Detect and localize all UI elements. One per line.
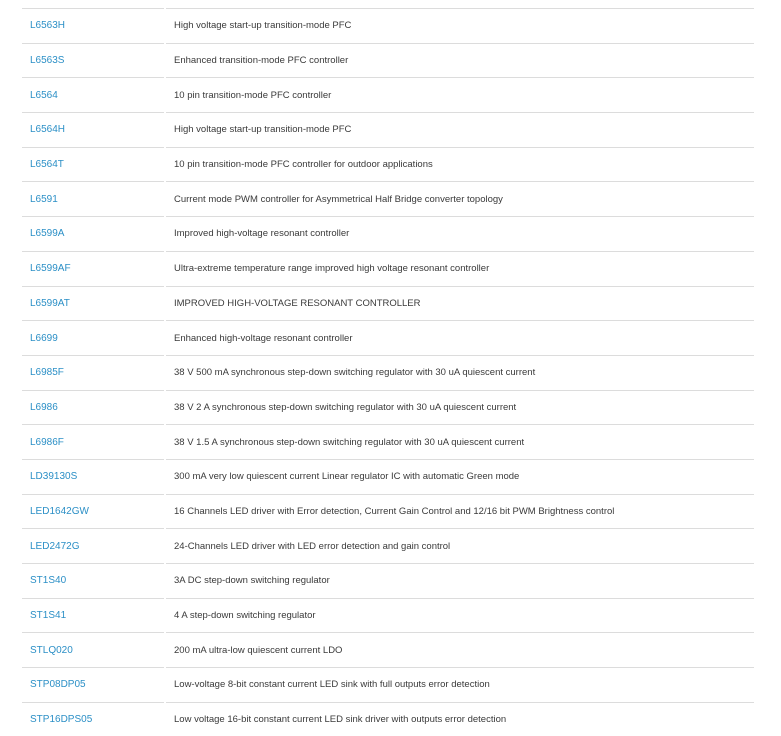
part-number-link[interactable]: STLQ020 <box>30 644 73 656</box>
description-cell <box>166 8 754 43</box>
part-number-link[interactable]: L6564T <box>30 159 64 171</box>
part-number-cell <box>22 251 164 286</box>
part-number-link[interactable]: L6986F <box>30 436 64 448</box>
table-row <box>22 112 754 147</box>
part-number-cell <box>22 598 164 633</box>
table-row <box>22 563 754 598</box>
table-row <box>22 216 754 251</box>
description-cell <box>166 216 754 251</box>
part-number-cell <box>22 147 164 182</box>
part-number-cell <box>22 286 164 321</box>
description-cell <box>166 494 754 529</box>
part-number-cell <box>22 667 164 702</box>
description-cell <box>166 390 754 425</box>
description-cell <box>166 424 754 459</box>
part-number-link[interactable]: L6563S <box>30 55 65 67</box>
table-row <box>22 43 754 78</box>
description-cell <box>166 286 754 321</box>
part-number-cell <box>22 563 164 598</box>
description-text: Improved high-voltage resonant controller <box>174 228 350 240</box>
part-number-link[interactable]: ST1S41 <box>30 610 67 622</box>
description-text: 10 pin transition-mode PFC controller for outdoor applications <box>174 159 433 171</box>
part-number-cell <box>22 77 164 112</box>
description-cell <box>166 528 754 563</box>
table-row <box>22 181 754 216</box>
part-number-cell <box>22 390 164 425</box>
description-cell <box>166 112 754 147</box>
part-number-cell <box>22 112 164 147</box>
description-cell <box>166 77 754 112</box>
part-number-link[interactable]: L6599A <box>30 228 65 240</box>
table-row <box>22 320 754 355</box>
part-number-link[interactable]: STP08DP05 <box>30 679 86 691</box>
table-row <box>22 598 754 633</box>
part-number-link[interactable]: ST1S40 <box>30 575 67 587</box>
description-text: 24-Channels LED driver with LED error detection and gain control <box>174 540 451 552</box>
description-text: Current mode PWM controller for Asymmetrical Half Bridge converter topology <box>174 193 503 205</box>
part-number-cell <box>22 459 164 494</box>
table-row <box>22 286 754 321</box>
description-cell <box>166 563 754 598</box>
description-cell <box>166 147 754 182</box>
table-row <box>22 528 754 563</box>
part-number-link[interactable]: L6699 <box>30 332 58 344</box>
description-cell <box>166 667 754 702</box>
part-number-cell <box>22 528 164 563</box>
part-number-cell <box>22 424 164 459</box>
description-cell <box>166 251 754 286</box>
part-number-cell <box>22 181 164 216</box>
description-text: 200 mA ultra-low quiescent current LDO <box>174 644 343 656</box>
table-row <box>22 8 754 43</box>
part-number-link[interactable]: L6599AF <box>30 263 71 275</box>
part-number-link[interactable]: STP16DPS05 <box>30 714 93 726</box>
part-number-cell <box>22 494 164 529</box>
description-text: 16 Channels LED driver with Error detection, Current Gain Control and 12/16 bit PWM Brightness control <box>174 505 615 517</box>
description-cell <box>166 632 754 667</box>
description-text: 10 pin transition-mode PFC controller <box>174 89 332 101</box>
description-text: 38 V 500 mA synchronous step-down switching regulator with 30 uA quiescent current <box>174 367 536 379</box>
table-row <box>22 77 754 112</box>
part-number-cell <box>22 355 164 390</box>
description-cell <box>166 702 754 736</box>
table-row <box>22 355 754 390</box>
part-number-link[interactable]: L6564H <box>30 124 66 136</box>
description-text: Ultra-extreme temperature range improved high voltage resonant controller <box>174 263 490 275</box>
description-cell <box>166 181 754 216</box>
table-row <box>22 667 754 702</box>
table-row <box>22 494 754 529</box>
part-number-link[interactable]: L6985F <box>30 367 64 379</box>
part-number-link[interactable]: LD39130S <box>30 471 78 483</box>
table-row <box>22 424 754 459</box>
table-row <box>22 632 754 667</box>
description-text: Low-voltage 8-bit constant current LED sink with full outputs error detection <box>174 679 490 691</box>
part-number-link[interactable]: L6591 <box>30 193 58 205</box>
table-row <box>22 147 754 182</box>
part-number-cell <box>22 43 164 78</box>
part-number-link[interactable]: L6563H <box>30 20 66 32</box>
description-text: High voltage start-up transition-mode PFC <box>174 20 352 32</box>
description-text: 38 V 1.5 A synchronous step-down switching regulator with 30 uA quiescent current <box>174 436 525 448</box>
description-text: High voltage start-up transition-mode PFC <box>174 124 352 136</box>
part-number-link[interactable]: L6599AT <box>30 297 70 309</box>
part-number-link[interactable]: LED2472G <box>30 540 80 552</box>
description-cell <box>166 43 754 78</box>
description-cell <box>166 355 754 390</box>
part-number-link[interactable]: L6564 <box>30 89 58 101</box>
description-text: 38 V 2 A synchronous step-down switching regulator with 30 uA quiescent current <box>174 401 517 413</box>
description-text: 4 A step-down switching regulator <box>174 610 316 622</box>
part-number-cell <box>22 320 164 355</box>
description-text: 3A DC step-down switching regulator <box>174 575 330 587</box>
part-number-link[interactable]: LED1642GW <box>30 505 89 517</box>
part-number-cell <box>22 632 164 667</box>
part-number-cell <box>22 8 164 43</box>
description-cell <box>166 320 754 355</box>
description-text: 300 mA very low quiescent current Linear regulator IC with automatic Green mode <box>174 471 520 483</box>
part-number-link[interactable]: L6986 <box>30 401 58 413</box>
product-table <box>22 8 754 736</box>
table-row <box>22 702 754 736</box>
table-row <box>22 251 754 286</box>
description-text: Enhanced transition-mode PFC controller <box>174 55 349 67</box>
description-text: IMPROVED HIGH-VOLTAGE RESONANT CONTROLLER <box>174 297 421 309</box>
table-row <box>22 390 754 425</box>
description-cell <box>166 598 754 633</box>
description-text: Low voltage 16-bit constant current LED sink driver with outputs error detection <box>174 714 507 726</box>
table-row <box>22 459 754 494</box>
description-text: Enhanced high-voltage resonant controller <box>174 332 353 344</box>
description-cell <box>166 459 754 494</box>
part-number-cell <box>22 702 164 736</box>
part-number-cell <box>22 216 164 251</box>
